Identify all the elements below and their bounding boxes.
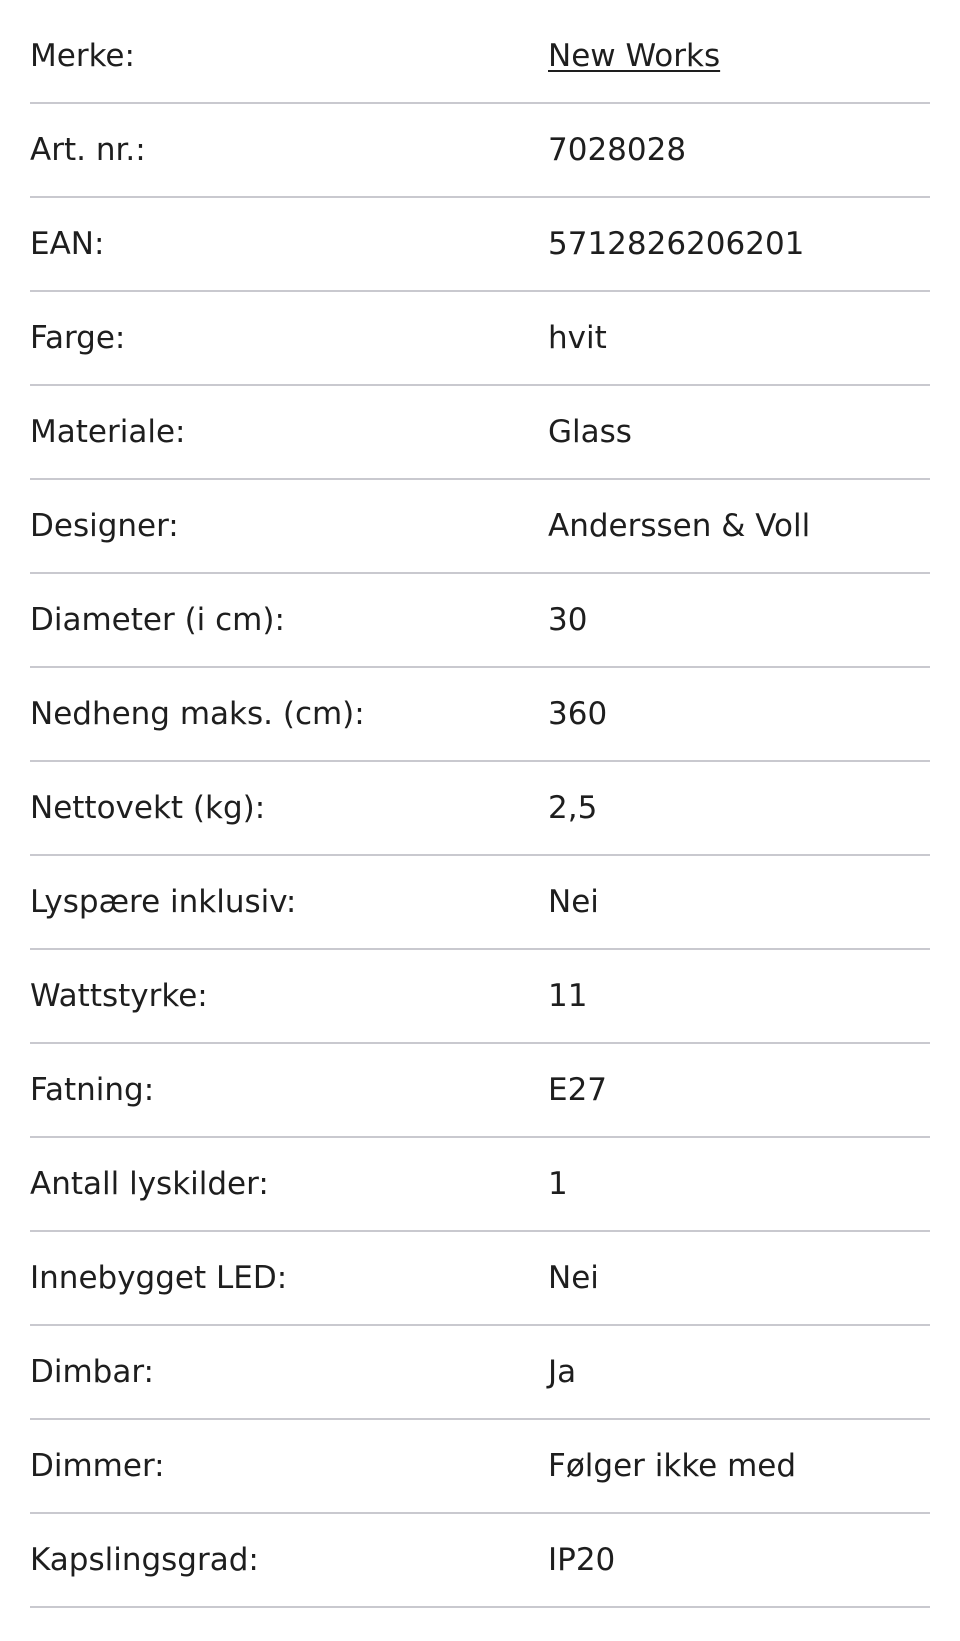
spec-value: IP20 — [548, 1542, 616, 1578]
spec-value: Anderssen & Voll — [548, 508, 811, 544]
spec-row-dimmer — [30, 1420, 930, 1514]
spec-row-bulb-included — [30, 856, 930, 950]
spec-label: Nedheng maks. (cm): — [30, 696, 365, 732]
spec-value: Nei — [548, 884, 599, 920]
spec-value: Ja — [548, 1354, 577, 1390]
spec-label: Art. nr.: — [30, 132, 146, 168]
spec-label: Antall lyskilder: — [30, 1166, 269, 1202]
spec-row-diameter — [30, 574, 930, 668]
spec-row-max-drop — [30, 668, 930, 762]
spec-label: Dimbar: — [30, 1354, 154, 1390]
spec-row-ip-rating — [30, 1514, 930, 1608]
spec-row-designer — [30, 480, 930, 574]
spec-row-light-sources — [30, 1138, 930, 1232]
brand-link[interactable]: New Works — [548, 38, 721, 74]
spec-label: Fatning: — [30, 1072, 155, 1108]
spec-label: Nettovekt (kg): — [30, 790, 266, 826]
spec-label: Innebygget LED: — [30, 1260, 288, 1296]
spec-value: 7028028 — [548, 132, 687, 168]
spec-row-built-in-led — [30, 1232, 930, 1326]
spec-value: Følger ikke med — [548, 1448, 797, 1484]
spec-value: 360 — [548, 696, 608, 732]
spec-value: 2,5 — [548, 790, 598, 826]
spec-row-article-number — [30, 104, 930, 198]
spec-label: Materiale: — [30, 414, 186, 450]
spec-label: Wattstyrke: — [30, 978, 208, 1014]
spec-label: Diameter (i cm): — [30, 602, 285, 638]
spec-label: Lyspære inklusiv: — [30, 884, 297, 920]
spec-value: E27 — [548, 1072, 608, 1108]
spec-row-ean — [30, 198, 930, 292]
spec-value: 11 — [548, 978, 588, 1014]
spec-label: Kapslingsgrad: — [30, 1542, 259, 1578]
spec-label: Dimmer: — [30, 1448, 165, 1484]
spec-label: EAN: — [30, 226, 105, 262]
spec-row-color — [30, 292, 930, 386]
spec-value: 5712826206201 — [548, 226, 805, 262]
spec-label: Designer: — [30, 508, 179, 544]
spec-row-wattage — [30, 950, 930, 1044]
spec-value: 1 — [548, 1166, 568, 1202]
spec-value: Glass — [548, 414, 632, 450]
spec-row-net-weight — [30, 762, 930, 856]
spec-row-socket — [30, 1044, 930, 1138]
spec-value: Nei — [548, 1260, 599, 1296]
spec-row-material — [30, 386, 930, 480]
spec-label: Merke: — [30, 38, 135, 74]
spec-value: 30 — [548, 602, 588, 638]
spec-row-brand — [30, 10, 930, 104]
spec-label: Farge: — [30, 320, 126, 356]
spec-value: hvit — [548, 320, 607, 356]
product-specifications-table — [30, 10, 930, 1608]
spec-row-dimmable — [30, 1326, 930, 1420]
